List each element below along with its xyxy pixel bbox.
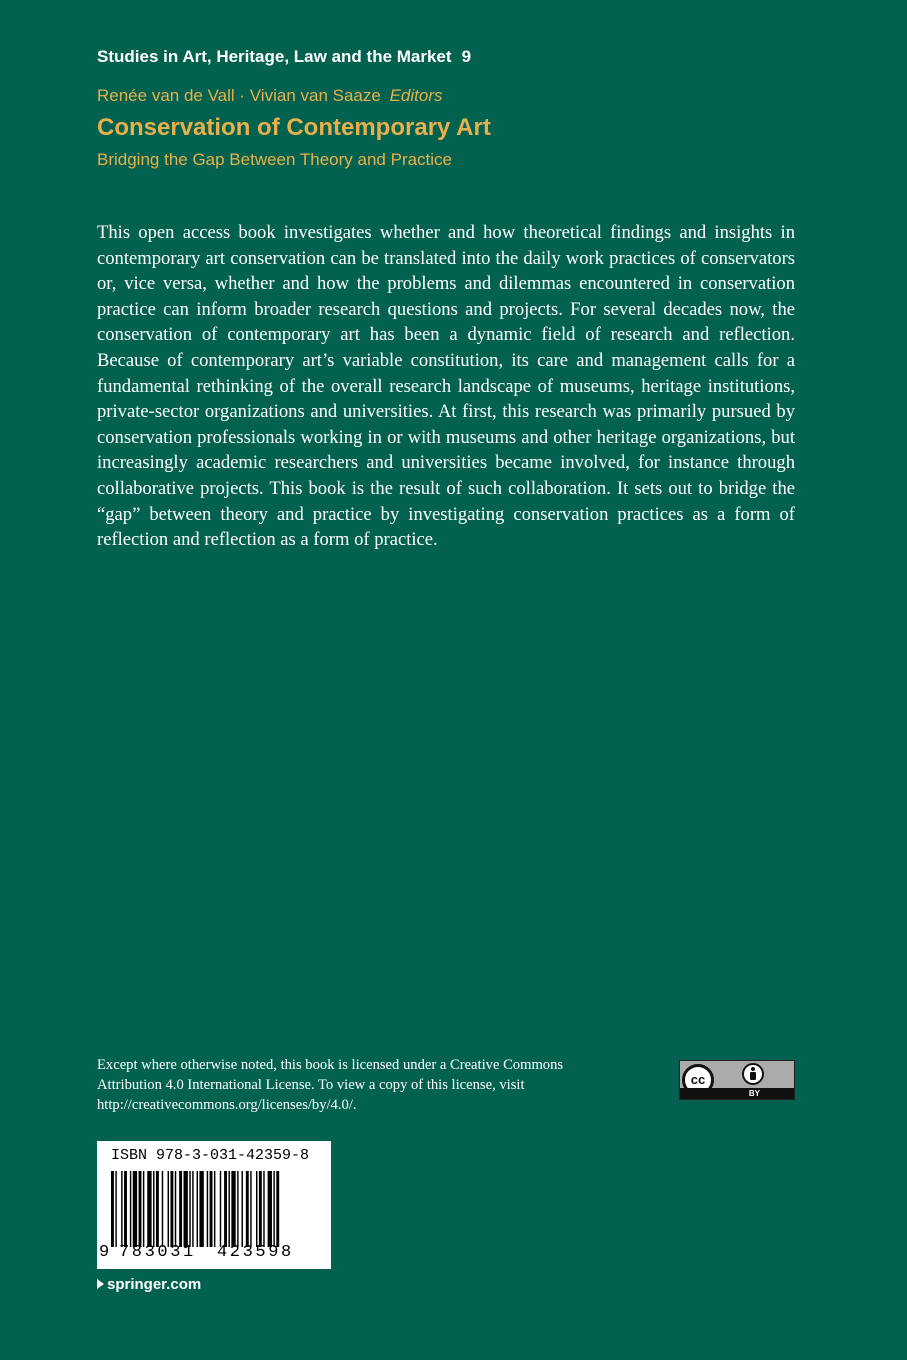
arrow-right-icon xyxy=(97,1279,104,1289)
book-title: Conservation of Contemporary Art xyxy=(97,114,491,141)
license-notice: Except where otherwise noted, this book is licensed under a Creative Commons Attribution 4.0 International License. To view a copy of this license, visit http://creativecommons.org/licenses/by/4.0/. xyxy=(97,1057,564,1113)
series-title xyxy=(97,47,471,67)
publisher-link[interactable] xyxy=(97,1276,201,1293)
book-blurb: This open access book investigates whether and how theoretical findings and insights in contemporary art conservation can be translated into the daily work practices of conservators or, vice versa, whether and how the problems and dilemmas encountered in conservation practice can inform broader research questions and projects. For several decades now, the conservation of contemporary art has been a dynamic field of research and reflection. Because of contemporary art’s variable constitution, its care and management calls for a fundamental rethinking of the overall research landscape of museums, heritage institutions, private-sector organizations and universities. At first, this research was primarily pursued by conservation professionals working in or with museums and other heritage organizations, but increasingly academic researchers and universities became involved, for instance through collaborative projects. This book is the result of such collaboration. It sets out to bridge the “gap” between theory and practice by investigating conservation practices as a form of reflection and reflection as a form of practice. xyxy=(97,222,795,551)
isbn-barcode xyxy=(97,1141,331,1269)
isbn-label: ISBN 978-3-031-42359-8 xyxy=(111,1147,310,1164)
book-subtitle: Bridging the Gap Between Theory and Practice xyxy=(97,150,453,169)
publisher-site: springer.com xyxy=(107,1276,202,1293)
editors-role: Editors xyxy=(389,86,443,105)
cc-by-badge xyxy=(679,1060,795,1100)
badge-by-label: BY xyxy=(748,1089,760,1098)
attribution-person-icon xyxy=(742,1063,764,1085)
barcode-bars xyxy=(111,1171,317,1247)
badge-strip xyxy=(680,1088,794,1099)
barcode-digit-first: 9 xyxy=(99,1243,110,1262)
editors-line xyxy=(97,86,443,106)
barcode-digit-group2: 423598 xyxy=(217,1243,294,1262)
series-number: 9 xyxy=(461,47,472,66)
series-name: Studies in Art, Heritage, Law and the Market xyxy=(97,47,452,66)
editor-names: Renée van de Vall · Vivian van Saaze xyxy=(97,86,381,105)
creative-commons-icon: cc xyxy=(682,1064,714,1096)
barcode-digit-group1: 783031 xyxy=(119,1243,196,1262)
